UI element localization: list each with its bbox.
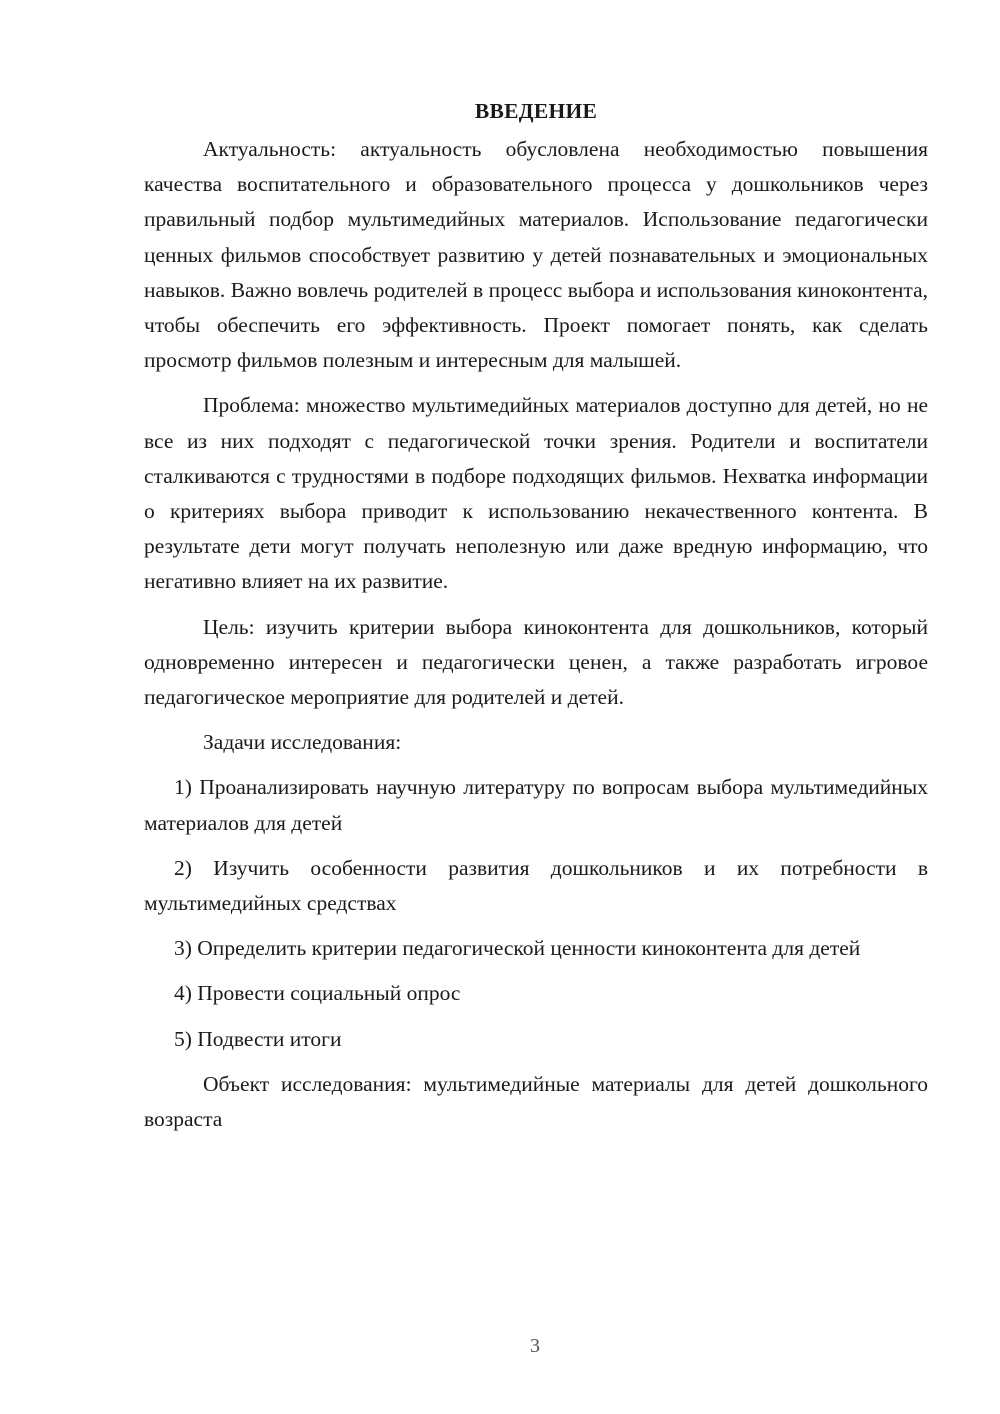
task-item-4: 4) Провести социальный опрос bbox=[174, 981, 461, 1006]
task-item-3: 3) Определить критерии педагогической ценности киноконтента для детей bbox=[174, 936, 861, 961]
page-content bbox=[144, 94, 928, 1147]
goal-paragraph: Цель: изучить критерии выбора киноконтента для дошкольников, который одновременно интересен и педагогически ценен, а также разработать игровое педагогическое мероприятие для родителей и детей. bbox=[144, 614, 928, 710]
task-item-2: 2) Изучить особенности развития дошкольников и их потребности в мультимедийных средствах bbox=[144, 855, 928, 916]
problem-paragraph: Проблема: множество мультимедийных материалов доступно для детей, но не все из них подходят с педагогической точки зрения. Родители и воспитатели сталкиваются с трудностями в подборе подходящих фильмов. Нехватка информации о критериях выбора приводит к использованию некачественного контента. В результате дети могут получать неполезную или даже вредную информацию, что негативно влияет на их развитие. bbox=[144, 393, 928, 594]
tasks-heading: Задачи исследования: bbox=[203, 730, 402, 755]
page-title: ВВЕДЕНИЕ bbox=[474, 99, 598, 123]
object-paragraph: Объект исследования: мультимедийные материалы для детей дошкольного возраста bbox=[144, 1071, 928, 1132]
task-item-5: 5) Подвести итоги bbox=[174, 1026, 342, 1051]
task-item-1: 1) Проанализировать научную литературу по вопросам выбора мультимедийных материалов для детей bbox=[144, 775, 928, 835]
relevance-paragraph: Актуальность: актуальность обусловлена необходимостью повышения качества воспитательного и образовательного процесса у дошкольников через правильный подбор мультимедийных материалов. Использование педагогически ценных фильмов способствует развитию у детей познавательных и эмоциональных навыков. Важно вовлечь родителей в процесс выбора и использования киноконтента, чтобы обеспечить его эффективность. Проект помогает понять, как сделать просмотр фильмов полезным и интересным для малышей. bbox=[144, 137, 928, 373]
page-number: 3 bbox=[530, 1335, 540, 1357]
